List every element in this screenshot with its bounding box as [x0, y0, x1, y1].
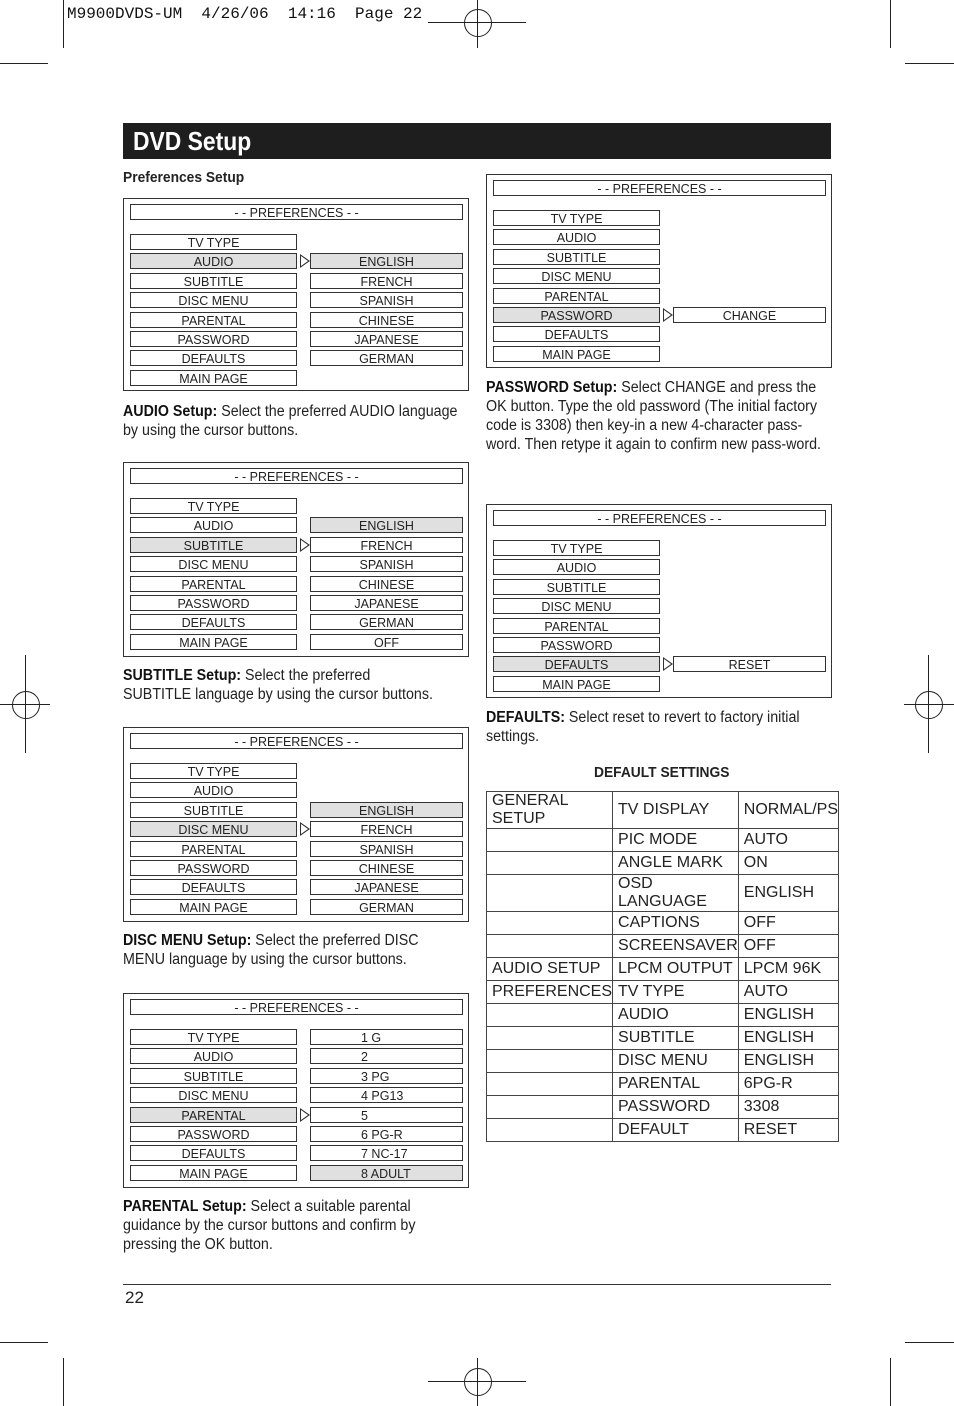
setting-cell: ANGLE MARK — [613, 852, 739, 875]
table-row — [487, 1073, 839, 1096]
setting-cell: AUDIO — [613, 1004, 739, 1027]
value-cell: 6PG-R — [738, 1073, 838, 1096]
selection-arrow-icon — [300, 822, 310, 836]
menu-title: - - PREFERENCES - - — [130, 468, 463, 484]
menu-item-tv-type[interactable]: TV TYPE — [493, 210, 660, 226]
menu-title: - - PREFERENCES - - — [130, 999, 463, 1015]
table-row — [487, 981, 839, 1004]
category-cell — [487, 1004, 613, 1027]
category-cell — [487, 1027, 613, 1050]
category-cell — [487, 852, 613, 875]
password-preferences-menu — [486, 174, 832, 368]
option-english[interactable]: ENGLISH — [310, 517, 463, 533]
menu-item-audio[interactable]: AUDIO — [130, 1048, 297, 1064]
disc-menu-preferences-menu — [123, 727, 469, 922]
selection-arrow-icon — [300, 254, 310, 268]
option-german[interactable]: GERMAN — [310, 899, 463, 915]
menu-item-defaults[interactable]: DEFAULTS — [130, 350, 297, 366]
table-row — [487, 1096, 839, 1119]
defaults-setup-text: DEFAULTS: Select reset to revert to factory initial settings. — [486, 709, 800, 745]
option-off[interactable]: OFF — [310, 634, 463, 650]
value-cell: OFF — [738, 935, 838, 958]
setting-cell: TV TYPE — [613, 981, 739, 1004]
table-row — [487, 829, 839, 852]
selection-arrow-icon — [663, 657, 673, 671]
menu-item-parental[interactable]: PARENTAL — [130, 576, 297, 592]
option-german[interactable]: GERMAN — [310, 614, 463, 630]
audio-preferences-menu — [123, 198, 469, 391]
value-cell: RESET — [738, 1119, 838, 1142]
option-6-pg-r[interactable]: 6 PG-R — [310, 1126, 463, 1142]
option-3-pg[interactable]: 3 PG — [310, 1068, 463, 1084]
menu-item-disc-menu[interactable]: DISC MENU — [130, 821, 297, 837]
default-settings-heading: DEFAULT SETTINGS — [594, 764, 730, 781]
menu-title: - - PREFERENCES - - — [493, 180, 826, 196]
category-cell — [487, 912, 613, 935]
setting-cell: OSD LANGUAGE — [613, 875, 739, 912]
menu-item-defaults[interactable]: DEFAULTS — [493, 326, 660, 342]
category-cell: AUDIO SETUP — [487, 958, 613, 981]
menu-item-disc-menu[interactable]: DISC MENU — [493, 598, 660, 614]
footer-rule — [123, 1284, 831, 1285]
value-cell: ENGLISH — [738, 1050, 838, 1073]
menu-item-disc-menu[interactable]: DISC MENU — [130, 1087, 297, 1103]
option-1-g[interactable]: 1 G — [310, 1029, 463, 1045]
option-4-pg13[interactable]: 4 PG13 — [310, 1087, 463, 1103]
table-row — [487, 1119, 839, 1142]
menu-item-subtitle[interactable]: SUBTITLE — [130, 537, 297, 553]
menu-item-parental[interactable]: PARENTAL — [130, 841, 297, 857]
menu-item-defaults[interactable]: DEFAULTS — [493, 656, 660, 672]
setting-cell: DEFAULT — [613, 1119, 739, 1142]
option-english[interactable]: ENGLISH — [310, 253, 463, 269]
setting-cell: SCREENSAVER — [613, 935, 739, 958]
setting-cell: PARENTAL — [613, 1073, 739, 1096]
menu-item-main-page[interactable]: MAIN PAGE — [493, 676, 660, 692]
menu-item-defaults[interactable]: DEFAULTS — [130, 879, 297, 895]
value-cell: OFF — [738, 912, 838, 935]
menu-item-subtitle[interactable]: SUBTITLE — [130, 1068, 297, 1084]
table-row — [487, 1027, 839, 1050]
selection-arrow-icon — [663, 308, 673, 322]
menu-item-disc-menu[interactable]: DISC MENU — [130, 556, 297, 572]
table-row — [487, 1004, 839, 1027]
value-cell: LPCM 96K — [738, 958, 838, 981]
menu-item-password[interactable]: PASSWORD — [130, 595, 297, 611]
menu-item-audio[interactable]: AUDIO — [130, 517, 297, 533]
category-cell — [487, 829, 613, 852]
menu-item-disc-menu[interactable]: DISC MENU — [493, 268, 660, 284]
setting-cell: PIC MODE — [613, 829, 739, 852]
menu-item-audio[interactable]: AUDIO — [130, 253, 297, 269]
table-row — [487, 852, 839, 875]
menu-item-tv-type[interactable]: TV TYPE — [493, 540, 660, 556]
category-cell — [487, 1073, 613, 1096]
print-header: M9900DVDS-UM 4/26/06 14:16 Page 22 — [67, 5, 423, 23]
option-chinese[interactable]: CHINESE — [310, 312, 463, 328]
menu-item-audio[interactable]: AUDIO — [493, 559, 660, 575]
value-cell: 3308 — [738, 1096, 838, 1119]
option-chinese[interactable]: CHINESE — [310, 860, 463, 876]
table-row — [487, 912, 839, 935]
category-cell — [487, 1050, 613, 1073]
option-french[interactable]: FRENCH — [310, 821, 463, 837]
value-cell: AUTO — [738, 829, 838, 852]
reset-button[interactable]: RESET — [673, 656, 826, 672]
menu-item-tv-type[interactable]: TV TYPE — [130, 498, 297, 514]
setting-cell: LPCM OUTPUT — [613, 958, 739, 981]
disc-menu-setup-text: DISC MENU Setup: Select the preferred DISC MENU language by using the cursor buttons. — [123, 932, 419, 968]
option-japanese[interactable]: JAPANESE — [310, 879, 463, 895]
parental-setup-text: PARENTAL Setup: Select a suitable parental guidance by the cursor buttons and confirm by pressing the OK button. — [123, 1198, 416, 1253]
menu-item-parental[interactable]: PARENTAL — [493, 288, 660, 304]
audio-setup-text: AUDIO Setup: Select the preferred AUDIO language by using the cursor buttons. — [123, 403, 458, 439]
option-8-adult[interactable]: 8 ADULT — [310, 1165, 463, 1181]
menu-title: - - PREFERENCES - - — [130, 204, 463, 220]
setting-cell: TV DISPLAY — [613, 792, 739, 829]
option-2[interactable]: 2 — [310, 1048, 463, 1064]
value-cell: ENGLISH — [738, 875, 838, 912]
setting-cell: DISC MENU — [613, 1050, 739, 1073]
value-cell: AUTO — [738, 981, 838, 1004]
menu-item-subtitle[interactable]: SUBTITLE — [493, 249, 660, 265]
menu-item-main-page[interactable]: MAIN PAGE — [493, 346, 660, 362]
menu-item-main-page[interactable]: MAIN PAGE — [130, 899, 297, 915]
category-cell: PREFERENCES — [487, 981, 613, 1004]
value-cell: NORMAL/PS — [738, 792, 838, 829]
option-spanish[interactable]: SPANISH — [310, 841, 463, 857]
menu-item-subtitle[interactable]: SUBTITLE — [493, 579, 660, 595]
menu-item-password[interactable]: PASSWORD — [493, 637, 660, 653]
parental-preferences-menu — [123, 993, 469, 1188]
menu-item-subtitle[interactable]: SUBTITLE — [130, 273, 297, 289]
menu-item-tv-type[interactable]: TV TYPE — [130, 234, 297, 250]
menu-item-audio[interactable]: AUDIO — [493, 229, 660, 245]
menu-item-subtitle[interactable]: SUBTITLE — [130, 802, 297, 818]
option-french[interactable]: FRENCH — [310, 273, 463, 289]
option-spanish[interactable]: SPANISH — [310, 556, 463, 572]
menu-item-password[interactable]: PASSWORD — [130, 331, 297, 347]
option-5[interactable]: 5 — [310, 1107, 463, 1123]
table-row — [487, 1050, 839, 1073]
value-cell: ON — [738, 852, 838, 875]
table-row — [487, 875, 839, 912]
menu-item-password[interactable]: PASSWORD — [493, 307, 660, 323]
menu-item-main-page[interactable]: MAIN PAGE — [130, 370, 297, 386]
category-cell — [487, 1096, 613, 1119]
selection-arrow-icon — [300, 538, 310, 552]
category-cell: GENERAL SETUP — [487, 792, 613, 829]
category-cell — [487, 935, 613, 958]
value-cell: ENGLISH — [738, 1004, 838, 1027]
menu-item-main-page[interactable]: MAIN PAGE — [130, 634, 297, 650]
option-7-nc-17[interactable]: 7 NC-17 — [310, 1145, 463, 1161]
menu-item-defaults[interactable]: DEFAULTS — [130, 1145, 297, 1161]
menu-item-parental[interactable]: PARENTAL — [130, 312, 297, 328]
default-settings-table — [486, 791, 839, 1142]
setting-cell: SUBTITLE — [613, 1027, 739, 1050]
option-german[interactable]: GERMAN — [310, 350, 463, 366]
page-number: 22 — [125, 1288, 144, 1307]
menu-item-defaults[interactable]: DEFAULTS — [130, 614, 297, 630]
option-spanish[interactable]: SPANISH — [310, 292, 463, 308]
option-chinese[interactable]: CHINESE — [310, 576, 463, 592]
option-japanese[interactable]: JAPANESE — [310, 331, 463, 347]
selection-arrow-icon — [300, 1108, 310, 1122]
option-english[interactable]: ENGLISH — [310, 802, 463, 818]
page-title: DVD Setup — [133, 126, 252, 156]
menu-item-password[interactable]: PASSWORD — [130, 1126, 297, 1142]
menu-title: - - PREFERENCES - - — [130, 733, 463, 749]
table-row — [487, 958, 839, 981]
menu-item-password[interactable]: PASSWORD — [130, 860, 297, 876]
preferences-heading: Preferences Setup — [123, 169, 245, 186]
menu-item-parental[interactable]: PARENTAL — [493, 618, 660, 634]
setting-cell: CAPTIONS — [613, 912, 739, 935]
defaults-preferences-menu — [486, 504, 832, 698]
page-title-bar — [123, 123, 831, 159]
option-japanese[interactable]: JAPANESE — [310, 595, 463, 611]
menu-item-parental[interactable]: PARENTAL — [130, 1107, 297, 1123]
password-setup-text: PASSWORD Setup: Select CHANGE and press the OK button. Type the old password (The initial factory code is 3308) then key-in a new 4-character pass-word. Then retype it again to confirm new pass-word. — [486, 379, 822, 453]
table-row — [487, 935, 839, 958]
subtitle-preferences-menu — [123, 462, 469, 657]
change-button[interactable]: CHANGE — [673, 307, 826, 323]
subtitle-setup-text: SUBTITLE Setup: Select the preferred SUBTITLE language by using the cursor buttons. — [123, 667, 433, 703]
setting-cell: PASSWORD — [613, 1096, 739, 1119]
category-cell — [487, 875, 613, 912]
menu-item-audio[interactable]: AUDIO — [130, 782, 297, 798]
table-row — [487, 792, 839, 829]
menu-item-disc-menu[interactable]: DISC MENU — [130, 292, 297, 308]
value-cell: ENGLISH — [738, 1027, 838, 1050]
menu-item-tv-type[interactable]: TV TYPE — [130, 763, 297, 779]
category-cell — [487, 1119, 613, 1142]
option-french[interactable]: FRENCH — [310, 537, 463, 553]
menu-item-main-page[interactable]: MAIN PAGE — [130, 1165, 297, 1181]
menu-title: - - PREFERENCES - - — [493, 510, 826, 526]
menu-item-tv-type[interactable]: TV TYPE — [130, 1029, 297, 1045]
